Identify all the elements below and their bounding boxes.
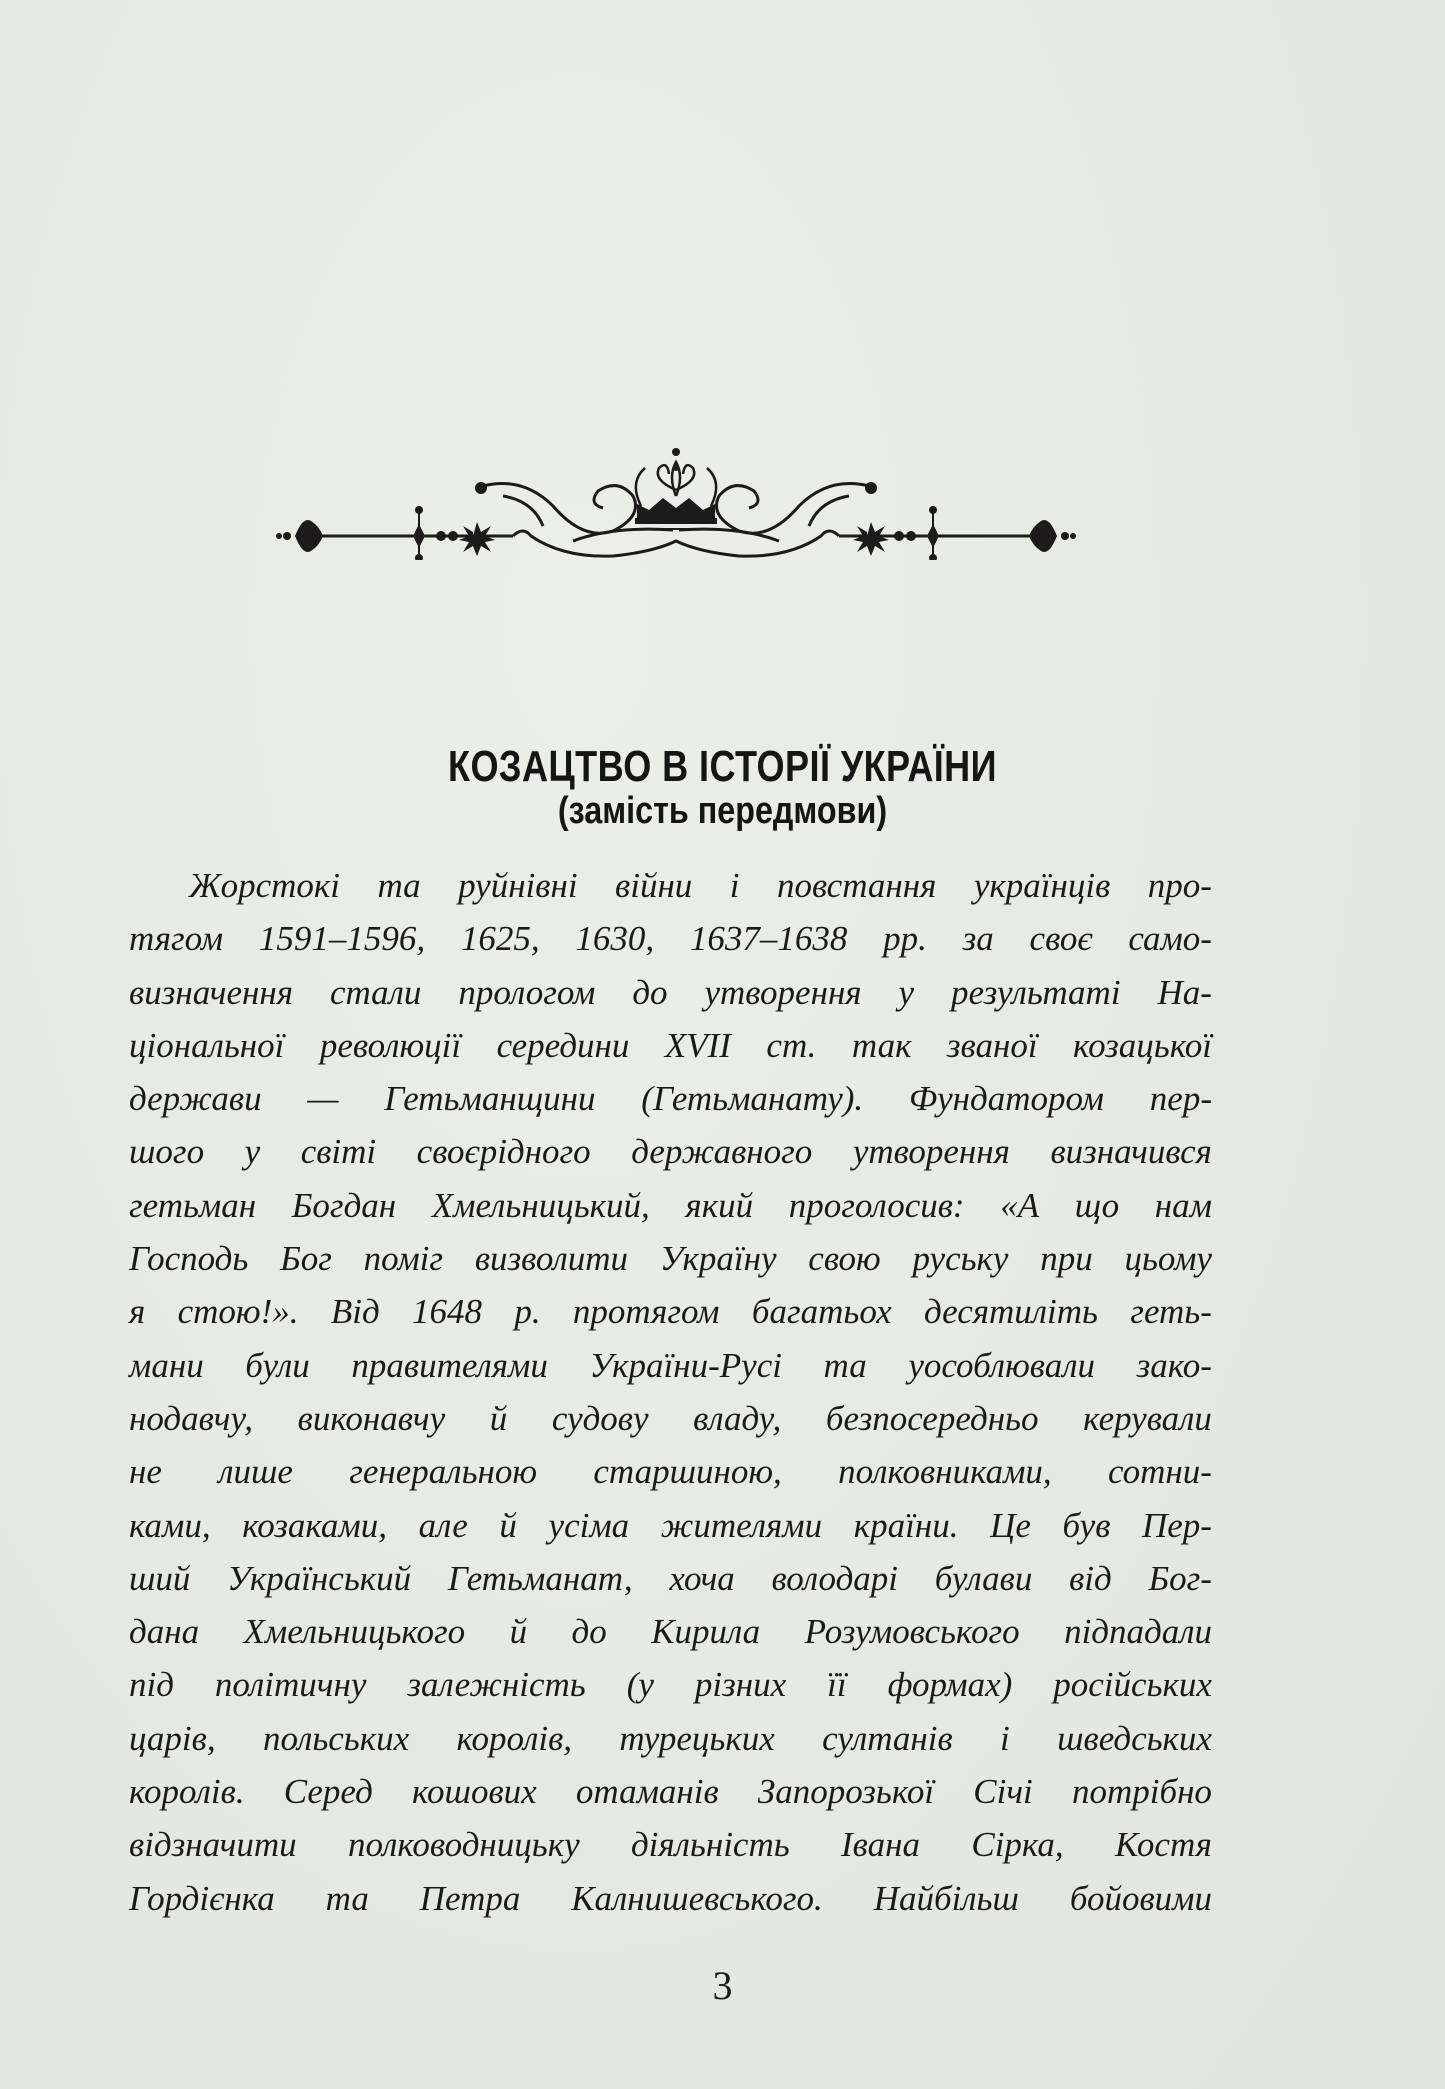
word: Найбільш	[873, 1878, 1019, 1918]
word: ціональної	[129, 1025, 285, 1065]
word: 1637–1638	[689, 919, 848, 959]
word: Петра	[419, 1878, 521, 1918]
word: і	[729, 866, 740, 905]
chapter-subtitle: (замість передмови)	[557, 790, 888, 832]
word: (у	[626, 1665, 654, 1705]
word: султанів	[822, 1718, 953, 1758]
text-line	[129, 1179, 1212, 1232]
text-line	[129, 1552, 1212, 1605]
text-line	[129, 1339, 1212, 1392]
word: у	[898, 972, 915, 1012]
word: полководницьку	[348, 1825, 580, 1865]
word: королів,	[456, 1718, 573, 1758]
word: революції	[319, 1025, 462, 1065]
text-line	[129, 1712, 1212, 1765]
word: держави	[129, 1079, 262, 1119]
word: ший	[129, 1558, 191, 1598]
text-line	[129, 859, 1212, 912]
word: дана	[129, 1612, 200, 1652]
word: Господь	[129, 1239, 249, 1279]
word: своєрідного	[416, 1132, 591, 1172]
text-line	[129, 1072, 1212, 1125]
text-line	[129, 1658, 1212, 1711]
word: про-	[1147, 866, 1212, 905]
word: бойовими	[1069, 1878, 1212, 1918]
word: ками,	[129, 1505, 211, 1545]
word: Січі	[973, 1772, 1033, 1812]
word: був	[1062, 1505, 1111, 1545]
word: Івана	[841, 1825, 920, 1865]
word: під	[129, 1665, 174, 1705]
word: визначення	[129, 972, 293, 1012]
word: поміг	[363, 1239, 444, 1279]
word: Хмельницький,	[431, 1185, 650, 1225]
word: геть-	[1130, 1292, 1212, 1332]
text-line	[129, 1125, 1212, 1178]
text-line	[129, 1392, 1212, 1445]
text-line	[129, 1818, 1212, 1871]
word: Це	[990, 1505, 1031, 1545]
word: не	[129, 1452, 162, 1492]
word: й	[509, 1612, 528, 1652]
word: старшиною,	[593, 1452, 782, 1492]
word: Калнишевського.	[571, 1878, 823, 1918]
word: повстання	[776, 866, 937, 905]
word: утворення	[704, 972, 862, 1012]
word: багатьох	[751, 1292, 892, 1332]
word: утворення	[852, 1132, 1010, 1172]
word: нодавчу,	[129, 1398, 254, 1438]
word: рр.	[883, 919, 927, 959]
word: при	[1040, 1239, 1093, 1279]
word: так	[851, 1025, 912, 1065]
word: XVII	[664, 1025, 731, 1065]
page-number: 3	[712, 1963, 733, 2008]
word: само-	[1128, 919, 1212, 959]
word: царів,	[129, 1718, 216, 1758]
word: Україну	[659, 1239, 777, 1279]
word: десятиліть	[923, 1292, 1098, 1332]
word: України-Русі	[589, 1345, 782, 1385]
word: Жорстокі	[189, 866, 341, 905]
word: і	[1000, 1718, 1010, 1758]
text-line	[129, 1019, 1212, 1072]
word: владу,	[693, 1398, 782, 1438]
word: —	[307, 1079, 339, 1119]
word: різних	[694, 1665, 787, 1705]
word: до	[571, 1612, 607, 1652]
word: Запорозької	[757, 1772, 935, 1812]
word: діяльність	[630, 1825, 790, 1865]
word: (Гетьманату).	[641, 1079, 864, 1119]
word: володарі	[771, 1558, 899, 1598]
word: лише	[218, 1452, 293, 1492]
word: від	[1069, 1558, 1112, 1598]
word: Від	[330, 1292, 380, 1332]
word: країни.	[853, 1505, 959, 1545]
word: тягом	[129, 919, 224, 959]
word: 1630,	[575, 919, 655, 959]
text-line	[129, 912, 1212, 965]
word: Богдан	[291, 1185, 397, 1225]
word: що	[1074, 1185, 1120, 1225]
word: сотни-	[1107, 1452, 1212, 1492]
word: Гетьманат,	[447, 1558, 633, 1598]
word: Хмельницького	[243, 1612, 466, 1652]
text-line	[129, 1285, 1212, 1338]
word: Гордієнка	[129, 1878, 275, 1918]
word: 1591–1596,	[258, 919, 426, 959]
word: шого	[129, 1132, 205, 1172]
word: та	[823, 1345, 867, 1385]
word: визволити	[474, 1239, 629, 1279]
word: середини	[496, 1025, 630, 1065]
word: На-	[1157, 972, 1212, 1012]
word: 1648	[411, 1292, 482, 1332]
word: війни	[615, 866, 693, 905]
word: пер-	[1149, 1079, 1212, 1119]
word: цьому	[1124, 1239, 1212, 1279]
word: Український	[227, 1558, 412, 1598]
word: за	[962, 919, 994, 959]
word: званої	[946, 1025, 1038, 1065]
word: шведських	[1057, 1718, 1212, 1758]
word: Кирила	[651, 1612, 761, 1652]
word: хоча	[669, 1558, 735, 1598]
word: Сірка,	[971, 1825, 1064, 1865]
word: р.	[514, 1292, 541, 1332]
word: полковниками,	[838, 1452, 1052, 1492]
word: російських	[1053, 1665, 1212, 1705]
word: визначився	[1050, 1132, 1212, 1172]
word: мани	[129, 1345, 204, 1385]
word: правителями	[351, 1345, 548, 1385]
word: підпадали	[1064, 1612, 1212, 1652]
word: який	[685, 1185, 754, 1225]
word: та	[325, 1878, 369, 1918]
word: світі	[300, 1132, 377, 1172]
word: протягом	[572, 1292, 720, 1332]
word: Розумовського	[804, 1612, 1020, 1652]
text-line	[129, 1872, 1212, 1925]
word: булави	[934, 1558, 1033, 1598]
word: й	[489, 1398, 508, 1438]
word: польських	[262, 1718, 410, 1758]
word: Серед	[283, 1772, 373, 1812]
word: отаманів	[575, 1772, 719, 1812]
word: жителями	[660, 1505, 823, 1545]
word: козацької	[1073, 1025, 1212, 1065]
word: українців	[973, 866, 1111, 905]
word: генеральною	[349, 1452, 538, 1492]
word: але	[418, 1505, 468, 1545]
word: руську	[912, 1239, 1009, 1279]
body-text	[129, 859, 1212, 1925]
word: безпосередньо	[825, 1398, 1039, 1438]
word: 1625,	[460, 919, 540, 959]
word: Бог-	[1148, 1558, 1212, 1598]
word: у	[244, 1132, 261, 1172]
text-line	[129, 1605, 1212, 1658]
word: прологом	[458, 972, 596, 1012]
word: й	[499, 1505, 517, 1545]
word: своє	[1029, 919, 1093, 959]
word: стою!».	[177, 1292, 299, 1332]
text-line	[129, 1232, 1212, 1285]
word: керували	[1083, 1398, 1212, 1438]
crown-ornament-icon	[273, 446, 1079, 560]
word: державного	[631, 1132, 813, 1172]
word: Фундатором	[908, 1079, 1104, 1119]
word: уособлювали	[908, 1345, 1095, 1385]
word: залежність	[407, 1665, 586, 1705]
word: Костя	[1115, 1825, 1212, 1865]
word: гетьман	[129, 1185, 257, 1225]
text-line	[129, 1499, 1212, 1552]
word: зако-	[1136, 1345, 1212, 1385]
text-line	[129, 966, 1212, 1019]
word: виконавчу	[297, 1398, 446, 1438]
word: Пер-	[1142, 1505, 1212, 1545]
word: козаками,	[242, 1505, 388, 1545]
word: Гетьманщини	[384, 1079, 596, 1119]
word: я	[129, 1292, 146, 1332]
word: кошових	[411, 1772, 537, 1812]
word: результаті	[951, 972, 1121, 1012]
word: судову	[551, 1398, 649, 1438]
word: усіма	[548, 1505, 630, 1545]
word: нам	[1154, 1185, 1212, 1225]
word: руйнівні	[458, 866, 578, 905]
word: були	[245, 1345, 310, 1385]
word: до	[632, 972, 668, 1012]
word: «А	[1000, 1185, 1040, 1225]
word: стали	[329, 972, 422, 1012]
chapter-title: КОЗАЦТВО В ІСТОРІЇ УКРАЇНИ	[448, 742, 997, 791]
word: ст.	[766, 1025, 817, 1065]
word: та	[377, 866, 421, 905]
word: королів.	[129, 1772, 245, 1812]
word: політичну	[214, 1665, 367, 1705]
word: потрібно	[1071, 1772, 1212, 1812]
word: її	[827, 1665, 847, 1705]
word: проголосив:	[788, 1185, 965, 1225]
word: відзначити	[129, 1825, 297, 1865]
word: турецьких	[619, 1718, 775, 1758]
word: свою	[808, 1239, 881, 1279]
word: Бог	[280, 1239, 332, 1279]
word: формах)	[887, 1665, 1013, 1705]
text-line	[129, 1765, 1212, 1818]
text-line	[129, 1445, 1212, 1498]
